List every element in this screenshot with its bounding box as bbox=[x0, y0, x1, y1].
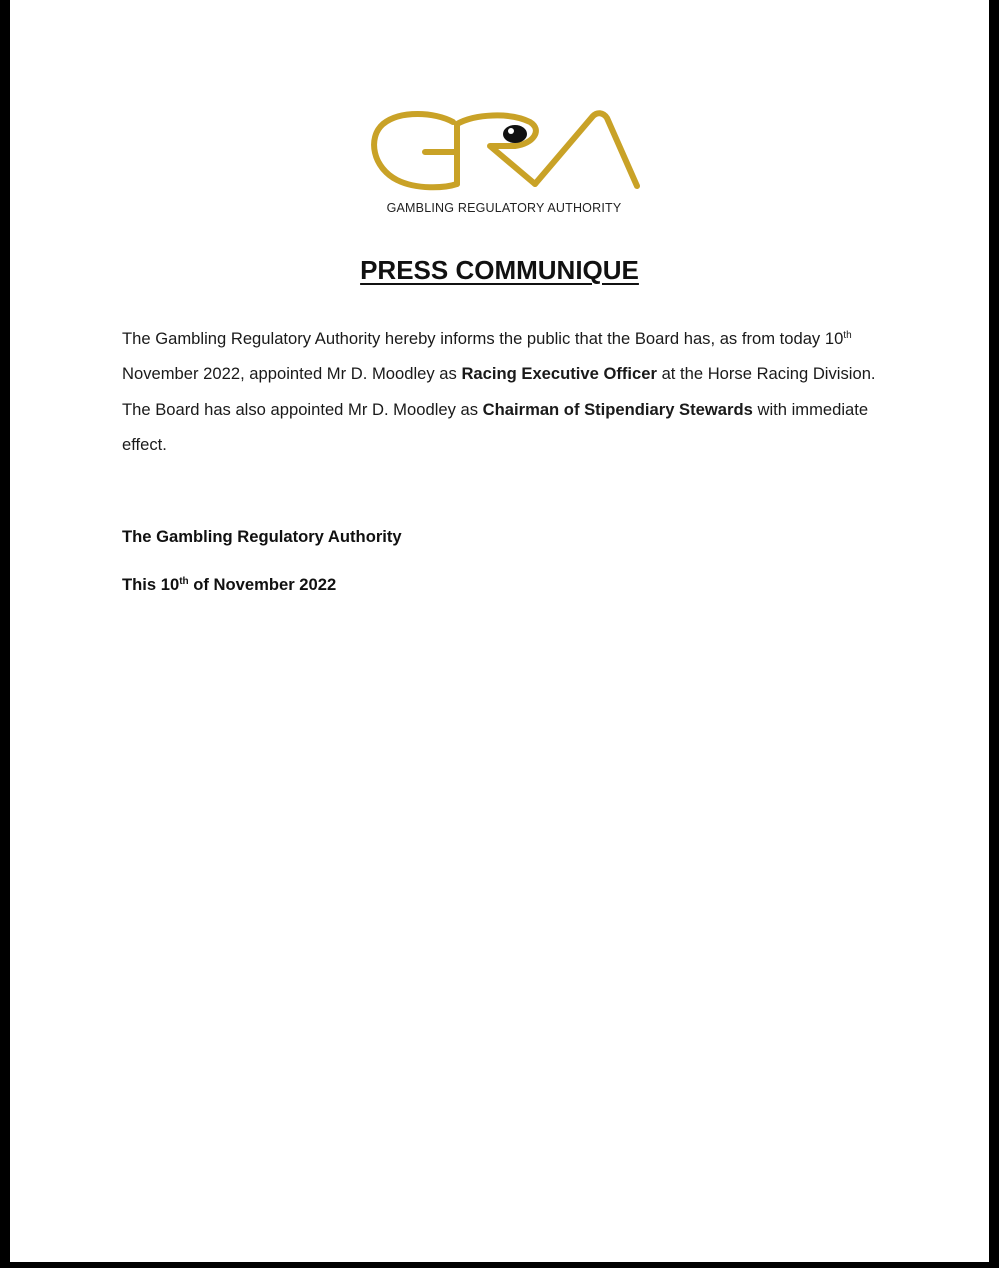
signature-date bbox=[122, 575, 336, 595]
body-ordinal-suffix: th bbox=[843, 330, 852, 341]
signature-date-suffix: of November 2022 bbox=[188, 575, 337, 594]
document-page bbox=[10, 0, 989, 1262]
logo-caption: GAMBLING REGULATORY AUTHORITY bbox=[386, 201, 622, 215]
communique-body bbox=[122, 321, 882, 462]
gra-monogram-icon bbox=[365, 102, 643, 197]
signature-date-prefix: This 10 bbox=[122, 575, 180, 594]
signature-date-ordinal: th bbox=[179, 576, 189, 587]
page-title: PRESS COMMUNIQUE bbox=[360, 255, 639, 285]
appointment-title-2: Chairman of Stipendiary Stewards bbox=[482, 399, 753, 419]
signature-organization: The Gambling Regulatory Authority bbox=[122, 527, 402, 546]
gra-logo bbox=[365, 102, 643, 226]
body-text-part4: with immediate effect. bbox=[122, 399, 869, 454]
body-text-part1: The Gambling Regulatory Authority hereby informs the public that the Board has, as from today 10 bbox=[122, 329, 844, 348]
body-text-part3: at the Horse Racing Division. The Board has also appointed Mr D. Moodley as bbox=[122, 364, 876, 419]
body-text-part2: November 2022, appointed Mr D. Moodley as bbox=[122, 364, 462, 384]
appointment-title-1: Racing Executive Officer bbox=[461, 364, 657, 384]
